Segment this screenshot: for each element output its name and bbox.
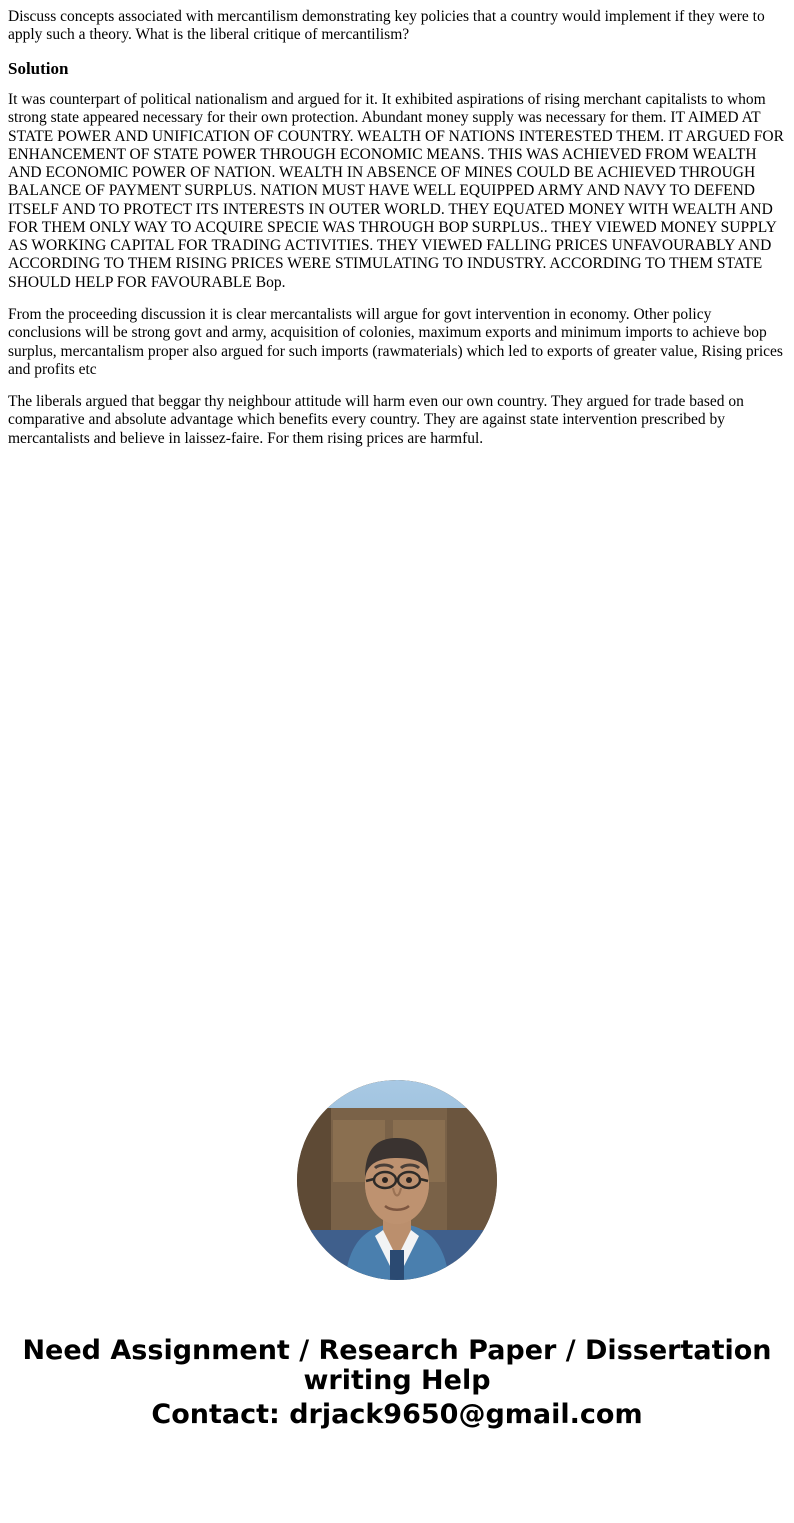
profile-photo-container — [8, 1080, 786, 1280]
footer-contact-email: Contact: drjack9650@gmail.com — [151, 1399, 643, 1431]
question-text: Discuss concepts associated with mercantilism demonstrating key policies that a country would implement if they were to apply such a theory. What is the liberal critique of mercantilism? — [8, 8, 765, 44]
profile-photo — [297, 1080, 497, 1280]
solution-heading: Solution — [8, 58, 69, 78]
solution-paragraph-1: It was counterpart of political nationalism and argued for it. It exhibited aspirations of rising merchant capitalists to whom strong state appeared necessary for their own protection. Abundant money supply was necessary for them. IT AIMED AT STATE POWER AND UNIFICATION OF COUNTRY. WEALTH OF NATIONS INTERESTED THEM. IT ARGUED FOR ENHANCEMENT OF STATE POWER THROUGH ECONOMIC MEANS. THIS WAS ACHIEVED FROM WEALTH AND ECONOMIC POWER OF NATION. WEALTH IN ABSENCE OF MINES COULD BE ACHIEVED THROUGH BALANCE OF PAYMENT SURPLUS. NATION MUST HAVE WELL EQUIPPED ARMY AND NAVY TO DEFEND ITSELF AND TO PROTECT ITS INTERESTS IN OUTER WORLD. THEY EQUATED MONEY WITH WEALTH AND FOR THEM ONLY WAY TO ACQUIRE SPECIE WAS THROUGH BOP SURPLUS.. THEY VIEWED MONEY SUPPLY AS WORKING CAPITAL FOR TRADING ACTIVITIES. THEY VIEWED FALLING PRICES UNFAVOURABLY AND ACCORDING TO THEM RISING PRICES WERE STIMULATING TO INDUSTRY. ACCORDING TO THEM STATE SHOULD HELP FOR FAVOURABLE Bop. — [8, 90, 784, 291]
solution-paragraph-2: From the proceeding discussion it is clear mercantalists will argue for govt intervention in economy. Other policy conclusions will be strong govt and army, acquisition of colonies, maximum exports and minimum imports to achieve bop surplus, mercantalism proper also argued for such imports (rawmaterials) which led to exports of greater value, Rising prices and profits etc — [8, 306, 783, 378]
solution-paragraph-3: The liberals argued that beggar thy neighbour attitude will harm even our own country. They argued for trade based on comparative and absolute advantage which benefits every country. They are against state intervention prescribed by mercantalists and believe in laissez-faire. For them rising prices are harmful. — [8, 393, 744, 447]
footer-headline: Need Assignment / Research Paper / Dissertation writing Help — [22, 1335, 772, 1397]
content-spacer — [8, 462, 786, 1062]
footer-contact — [8, 1336, 786, 1451]
